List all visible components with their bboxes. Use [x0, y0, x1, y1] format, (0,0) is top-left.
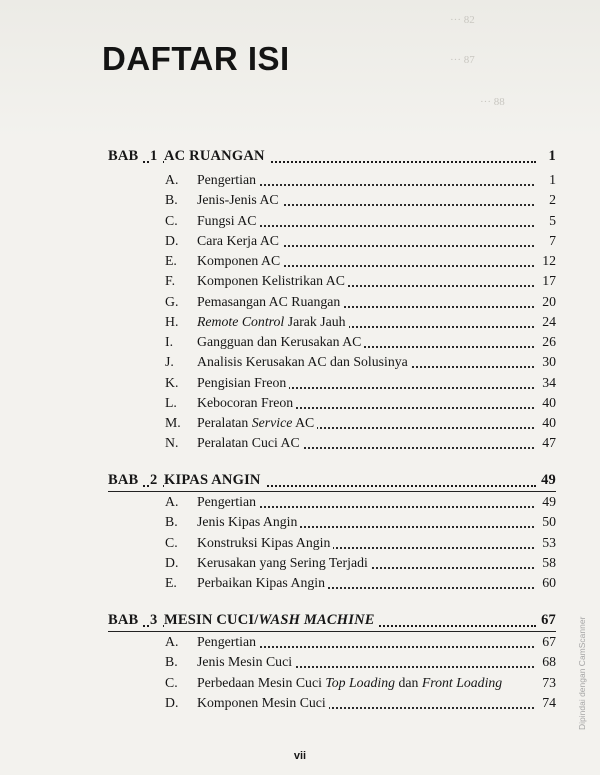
toc-entry[interactable] — [165, 375, 556, 395]
toc-entry[interactable] — [165, 654, 556, 674]
page-number: vii — [293, 750, 307, 762]
entry-letter: B. — [165, 514, 178, 530]
entry-letter: K. — [165, 374, 179, 390]
toc-entry[interactable] — [165, 294, 556, 314]
entry-letter: F. — [165, 273, 176, 289]
entry-letter: A. — [165, 494, 179, 509]
entry-page: 49 — [539, 494, 556, 510]
toc-entry[interactable] — [165, 435, 556, 455]
chapter-title-text: KIPAS ANGIN — [164, 472, 261, 488]
chapter-number: 3 — [150, 612, 161, 629]
toc-entry[interactable] — [165, 535, 556, 555]
toc-entry[interactable] — [165, 634, 556, 654]
entry-page: 53 — [539, 535, 556, 551]
entry-letter: H. — [165, 313, 179, 329]
entry-title — [197, 494, 259, 510]
entry-title-text: Komponen Mesin Cuci — [197, 694, 326, 710]
entry-title — [197, 415, 317, 431]
entry-page: 47 — [539, 435, 556, 451]
entry-title-text: Pengertian — [197, 634, 257, 649]
entry-page: 24 — [539, 314, 556, 330]
toc-entry[interactable] — [165, 514, 556, 534]
chapter-page: 1 — [545, 148, 556, 165]
chapter-label: BAB — [108, 612, 142, 629]
entry-title-text: Pengertian — [197, 494, 257, 509]
entry-title — [197, 514, 300, 530]
chapter-label: BAB — [108, 472, 142, 489]
entry-title — [197, 395, 296, 411]
chapter-title-text: MESIN CUCI/ — [164, 612, 259, 628]
entry-page: 74 — [539, 695, 556, 711]
toc-entry[interactable] — [165, 233, 556, 253]
bleed-text: ··· 88 — [480, 96, 505, 108]
entry-title — [197, 192, 282, 208]
chapter-page: 49 — [537, 472, 556, 489]
entry-letter: C. — [165, 212, 178, 228]
entry-title — [197, 435, 303, 451]
bleed-text: ··· 82 — [450, 14, 475, 26]
entry-title — [197, 375, 289, 391]
entry-title-text: Analisis Kerusakan AC dan Solusinya — [197, 354, 408, 370]
entry-title-text: Pengertian — [197, 172, 257, 187]
chapter-number: 2 — [150, 472, 161, 489]
entry-letter: C. — [165, 674, 178, 690]
toc-entry[interactable] — [165, 314, 556, 334]
entry-title-text: Perbaikan Kipas Angin — [197, 575, 325, 590]
bleed-through-area — [0, 0, 600, 140]
entry-title-text: Jenis Mesin Cuci — [197, 654, 293, 670]
entry-title-text: Peralatan — [197, 415, 252, 430]
entry-letter: A. — [165, 172, 179, 187]
entry-title-text: Komponen AC — [197, 253, 281, 268]
toc-entry[interactable] — [165, 354, 556, 374]
entry-page: 5 — [546, 213, 556, 229]
entry-page: 2 — [546, 192, 556, 208]
page-title: DAFTAR ISI — [102, 40, 290, 77]
entry-title-italic: Service — [251, 415, 293, 430]
entry-letter: D. — [165, 232, 179, 248]
chapter-page: 67 — [537, 612, 556, 629]
chapter-heading[interactable] — [108, 148, 556, 168]
toc-entry[interactable] — [165, 334, 556, 354]
entry-page: 17 — [539, 273, 556, 289]
entry-page: 60 — [539, 575, 556, 591]
entry-title-text: Pengisian Freon — [197, 374, 287, 390]
toc-entry[interactable] — [165, 192, 556, 212]
entry-letter: L. — [165, 394, 177, 410]
entry-page: 68 — [539, 654, 556, 670]
scanner-watermark: Dipindai dengan CamScanner — [577, 616, 587, 730]
entry-page: 73 — [539, 675, 556, 691]
entry-title — [197, 634, 259, 650]
entry-page: 30 — [539, 354, 556, 370]
chapter-heading[interactable] — [108, 472, 556, 492]
entry-letter: B. — [165, 654, 178, 670]
entry-letter: E. — [165, 253, 177, 268]
chapter-label: BAB — [108, 148, 142, 165]
chapter-title — [164, 148, 269, 165]
entry-page: 12 — [539, 253, 556, 269]
entry-page: 40 — [539, 415, 556, 431]
entry-title-text: Pemasangan AC Ruangan — [197, 293, 341, 309]
entry-letter: D. — [165, 554, 179, 570]
entry-title-text: Kerusakan yang Sering Terjadi — [197, 554, 368, 570]
entry-letter: C. — [165, 534, 178, 550]
entry-title-text: Konstruksi Kipas Angin — [197, 534, 331, 550]
entry-title-text: dan — [395, 674, 422, 690]
entry-title — [197, 675, 505, 691]
entry-letter: B. — [165, 192, 178, 208]
entry-page: 26 — [539, 334, 556, 350]
toc-entry[interactable] — [165, 695, 556, 715]
toc-entry[interactable] — [165, 213, 556, 233]
entry-letter: E. — [165, 575, 177, 590]
entry-title-text: Kebocoran Freon — [197, 394, 294, 410]
entry-page: 58 — [539, 555, 556, 571]
entry-title — [197, 535, 333, 551]
entry-page: 50 — [539, 514, 556, 530]
chapter-title-text: AC RUANGAN — [164, 148, 265, 164]
entry-title-italic: Remote Control — [197, 313, 285, 329]
entry-title — [197, 273, 348, 289]
entry-page: 20 — [539, 294, 556, 310]
entry-title — [197, 334, 364, 350]
chapter-title-italic: WASH MACHINE — [258, 612, 375, 628]
entry-title — [197, 172, 259, 188]
entry-letter: J. — [165, 354, 174, 370]
entry-title-text: Komponen Kelistrikan AC — [197, 273, 345, 289]
chapter-title — [164, 612, 379, 629]
entry-title-text: Fungsi AC — [197, 212, 257, 228]
entry-title-text: Perbedaan Mesin Cuci — [197, 674, 326, 690]
bleed-text: ··· 87 — [450, 54, 475, 66]
entry-letter: A. — [165, 634, 179, 649]
entry-title — [197, 354, 411, 370]
toc-entry[interactable] — [165, 555, 556, 575]
entry-page: 67 — [539, 634, 556, 650]
entry-title-text: Gangguan dan Kerusakan AC — [197, 334, 362, 349]
toc-entry[interactable] — [165, 575, 556, 595]
entry-letter: D. — [165, 694, 179, 710]
entry-title — [197, 253, 283, 269]
entry-page: 40 — [539, 395, 556, 411]
entry-title — [197, 695, 329, 711]
entry-title — [197, 555, 371, 571]
entry-title — [197, 654, 295, 670]
entry-title — [197, 233, 282, 249]
entry-title-text: Cara Kerja AC — [197, 232, 279, 248]
entry-title-italic: Top Loading — [325, 674, 396, 690]
entry-title — [197, 314, 349, 330]
entry-title-text: Jarak Jauh — [284, 313, 346, 329]
chapter-title — [164, 472, 265, 489]
entry-letter: G. — [165, 293, 179, 309]
entry-title — [197, 294, 343, 310]
chapter-number: 1 — [150, 148, 161, 165]
entry-title-text: Jenis Kipas Angin — [197, 514, 298, 530]
toc-entry[interactable] — [165, 253, 556, 273]
entry-letter: I. — [165, 334, 174, 349]
entry-title — [197, 575, 328, 591]
toc-entry[interactable] — [165, 675, 556, 695]
toc-entry[interactable] — [165, 172, 556, 192]
entry-letter: M. — [165, 415, 181, 430]
entry-title-text: Jenis-Jenis AC — [197, 192, 279, 208]
entry-title — [197, 213, 259, 229]
toc-entry[interactable] — [165, 415, 556, 435]
toc-entry[interactable] — [165, 273, 556, 293]
entry-page: 7 — [546, 233, 556, 249]
toc-entry[interactable] — [165, 395, 556, 415]
entry-title-italic: Front Loading — [421, 674, 503, 690]
toc-entry[interactable] — [165, 494, 556, 514]
entry-title-text: Peralatan Cuci AC — [197, 435, 300, 451]
entry-page: 34 — [539, 375, 556, 391]
entry-page: 1 — [546, 172, 556, 188]
entry-title-text: AC — [292, 415, 315, 430]
chapter-heading[interactable] — [108, 612, 556, 632]
entry-letter: N. — [165, 435, 179, 451]
